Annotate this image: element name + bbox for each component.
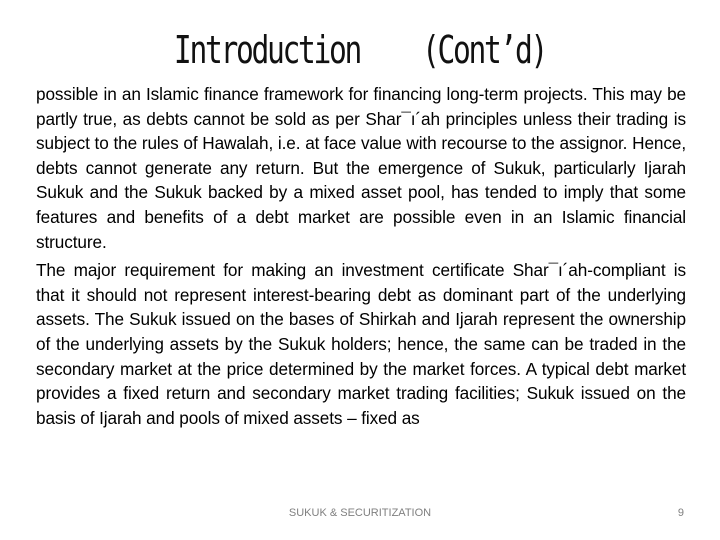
footer-label: SUKUK & SECURITIZATION xyxy=(288,507,432,519)
page-number: 9 xyxy=(677,507,684,519)
slide-body xyxy=(36,82,686,434)
slide-title: Introduction (Cont’d) xyxy=(173,28,547,72)
body-paragraph-2: The major requirement for making an investment certificate Shar¯ı´ah-compliant is that it should not represent interest-bearing debt as dominant part of the underlying assets. The Sukuk issued on the bases of Shirkah and Ijarah represent the ownership of the underlying assets by the Sukuk holders; hence, the same can be traded in the secondary market at the price determined by the market forces. A typical debt market provides a fixed return and secondary market trading facilities; Sukuk issued on the basis of Ijarah and pools of mixed assets – fixed as xyxy=(36,260,686,428)
body-paragraph-1: possible in an Islamic finance framework for financing long-term projects. This may be partly true, as debts cannot be sold as per Shar¯ı´ah principles unless their trading is subject to the rules of Hawalah, i.e. at face value with recourse to the assignor. Hence, debts cannot generate any return. But the emergence of Sukuk, particularly Ijarah Sukuk and the Sukuk backed by a mixed asset pool, has tended to imply that some features and benefits of a debt market are possible even in an Islamic financial structure. xyxy=(36,84,686,252)
